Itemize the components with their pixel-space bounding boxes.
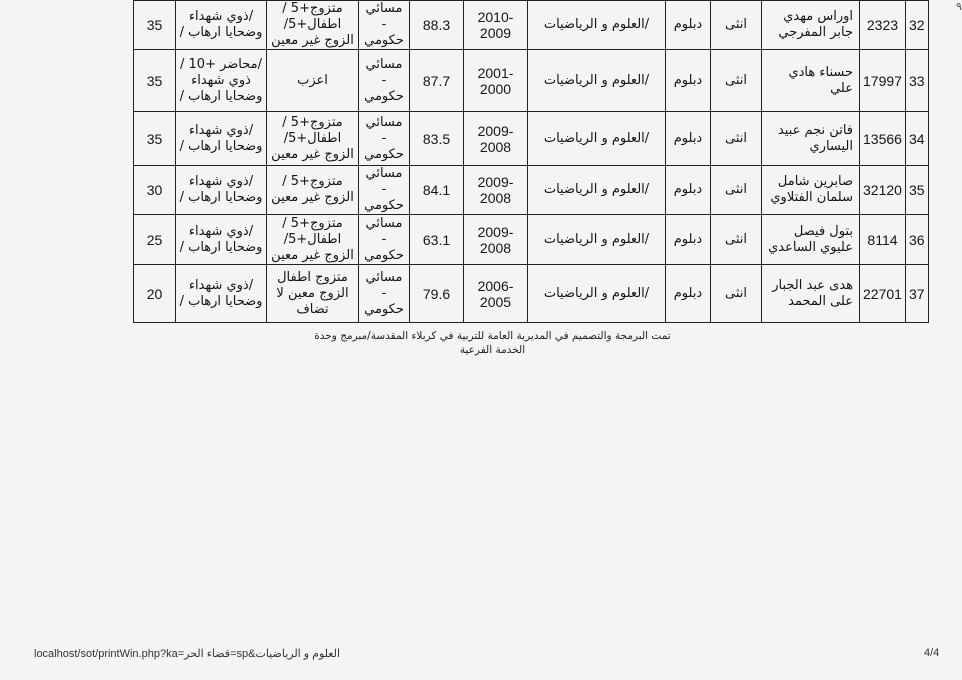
cell-gender: انثى bbox=[711, 215, 762, 265]
cell-year: 2009-2008 bbox=[464, 166, 528, 215]
cell-notes: /ذوي شهداء وضحايا ارهاب / bbox=[176, 166, 267, 215]
results-table bbox=[133, 0, 929, 323]
table-row bbox=[134, 112, 929, 166]
cell-cert: دبلوم bbox=[666, 1, 711, 50]
cell-id: 22701 bbox=[860, 265, 906, 323]
cell-avg: 83.5 bbox=[410, 112, 464, 166]
table-row bbox=[134, 166, 929, 215]
cell-id: 13566 bbox=[860, 112, 906, 166]
cell-seq: 32 bbox=[905, 1, 928, 50]
cell-status: متزوج+5 / اطفال+5/ الزوج غير معين bbox=[267, 1, 359, 50]
cell-cert: دبلوم bbox=[666, 50, 711, 112]
cell-status: اعزب bbox=[267, 50, 359, 112]
table-row bbox=[134, 265, 929, 323]
cell-points: 35 bbox=[134, 112, 176, 166]
page-number: 4/4 bbox=[924, 647, 940, 659]
cell-seq: 35 bbox=[905, 166, 928, 215]
cell-name: فاتن نجم عبيد اليساري bbox=[762, 112, 860, 166]
cell-study: مسائي - حكومي bbox=[359, 1, 410, 50]
table-body bbox=[134, 1, 929, 323]
cell-points: 35 bbox=[134, 50, 176, 112]
cell-points: 25 bbox=[134, 215, 176, 265]
cell-study: مسائي - حكومي bbox=[359, 50, 410, 112]
cell-year: 2001-2000 bbox=[464, 50, 528, 112]
cell-status: متزوج+5 / اطفال+5/ الزوج غير معين bbox=[267, 112, 359, 166]
cell-spec: /العلوم و الرياضيات bbox=[528, 215, 666, 265]
cell-status: متزوج+5 / الزوج غير معين bbox=[267, 166, 359, 215]
cell-avg: 79.6 bbox=[410, 265, 464, 323]
cell-seq: 36 bbox=[905, 215, 928, 265]
cell-spec: /العلوم و الرياضيات bbox=[528, 166, 666, 215]
cell-seq: 37 bbox=[905, 265, 928, 323]
cell-notes: /ذوي شهداء وضحايا ارهاب / bbox=[176, 215, 267, 265]
cell-study: مسائي - حكومي bbox=[359, 112, 410, 166]
print-status-bar bbox=[0, 636, 960, 672]
footer-note: تمت البرمجة والتصميم في المديرية العامة للتربية في كربلاء المقدسة/مبرمج وحدة الخدمة الفرعية bbox=[314, 330, 671, 356]
cell-cert: دبلوم bbox=[666, 215, 711, 265]
cell-cert: دبلوم bbox=[666, 112, 711, 166]
cell-points: 30 bbox=[134, 166, 176, 215]
page-url bbox=[34, 647, 340, 660]
cell-notes: /ذوي شهداء وضحايا ارهاب / bbox=[176, 265, 267, 323]
page-url-query: العلوم و الرياضيات&sp=قضاء الحر bbox=[184, 648, 341, 660]
cell-name: اوراس مهدي جابر المفرجي bbox=[762, 1, 860, 50]
cell-spec: /العلوم و الرياضيات bbox=[528, 50, 666, 112]
cell-spec: /العلوم و الرياضيات bbox=[528, 112, 666, 166]
cell-avg: 87.7 bbox=[410, 50, 464, 112]
cell-avg: 63.1 bbox=[410, 215, 464, 265]
cell-points: 35 bbox=[134, 1, 176, 50]
cell-year: 2006-2005 bbox=[464, 265, 528, 323]
cell-gender: انثى bbox=[711, 265, 762, 323]
cell-gender: انثى bbox=[711, 1, 762, 50]
cell-notes: /ذوي شهداء وضحايا ارهاب / bbox=[176, 1, 267, 50]
cell-notes: /ذوي شهداء وضحايا ارهاب / bbox=[176, 112, 267, 166]
cell-gender: انثى bbox=[711, 50, 762, 112]
cell-year: 2009-2008 bbox=[464, 215, 528, 265]
cell-id: 32120 bbox=[860, 166, 906, 215]
cell-avg: 84.1 bbox=[410, 166, 464, 215]
cell-notes: /محاضر +10 /ذوي شهداء وضحايا ارهاب / bbox=[176, 50, 267, 112]
cell-gender: انثى bbox=[711, 112, 762, 166]
table-row bbox=[134, 215, 929, 265]
cell-name: صابرين شامل سلمان الفتلاوي bbox=[762, 166, 860, 215]
cell-spec: /العلوم و الرياضيات bbox=[528, 265, 666, 323]
cell-year: 2010-2009 bbox=[464, 1, 528, 50]
table-row bbox=[134, 50, 929, 112]
cell-study: مسائي - حكومي bbox=[359, 215, 410, 265]
cell-name: هدى عبد الجبار على المحمد bbox=[762, 265, 860, 323]
corner-mark: ٩ bbox=[956, 0, 962, 13]
cell-seq: 33 bbox=[905, 50, 928, 112]
cell-id: 17997 bbox=[860, 50, 906, 112]
cell-name: بتول فيصل عليوي الساعدي bbox=[762, 215, 860, 265]
cell-points: 20 bbox=[134, 265, 176, 323]
cell-year: 2009-2008 bbox=[464, 112, 528, 166]
table-row bbox=[134, 1, 929, 50]
cell-status: متزوج+5 / اطفال+5/ الزوج غير معين bbox=[267, 215, 359, 265]
cell-cert: دبلوم bbox=[666, 265, 711, 323]
cell-status: متزوج اطفال الزوج معين لا تضاف bbox=[267, 265, 359, 323]
cell-cert: دبلوم bbox=[666, 166, 711, 215]
cell-id: 2323 bbox=[860, 1, 906, 50]
cell-study: مسائي - حكومي bbox=[359, 265, 410, 323]
cell-seq: 34 bbox=[905, 112, 928, 166]
page-url-prefix: localhost/sot/printWin.php?ka= bbox=[34, 648, 185, 660]
cell-id: 8114 bbox=[860, 215, 906, 265]
cell-spec: /العلوم و الرياضيات bbox=[528, 1, 666, 50]
cell-avg: 88.3 bbox=[410, 1, 464, 50]
cell-name: حسناء هادي علي bbox=[762, 50, 860, 112]
cell-gender: انثى bbox=[711, 166, 762, 215]
cell-study: مسائي - حكومي bbox=[359, 166, 410, 215]
